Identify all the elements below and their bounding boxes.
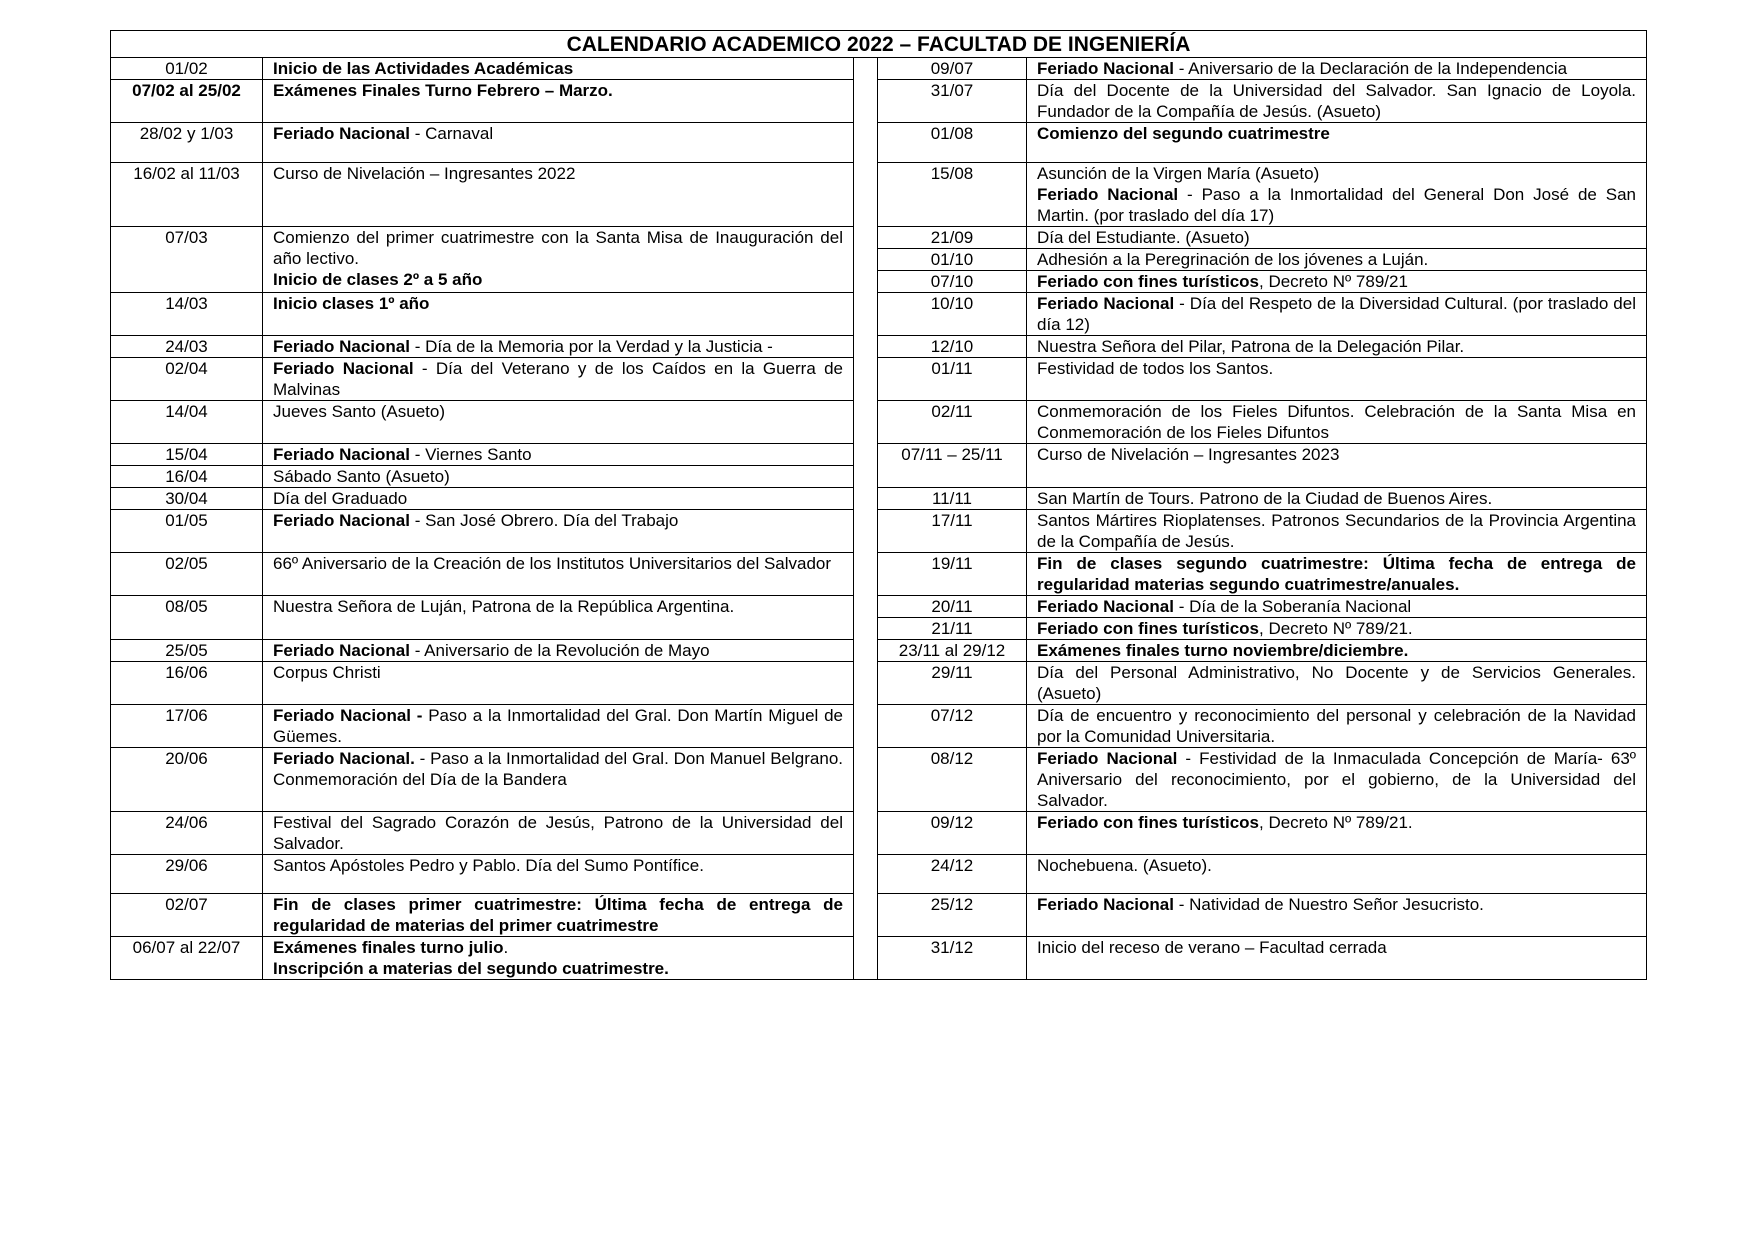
right-entry-description: [1027, 123, 1647, 163]
left-entry-description: [263, 443, 854, 465]
bold-text-segment: Feriado Nacional: [1037, 184, 1179, 204]
left-entry-description: [263, 854, 854, 894]
right-entry-date: 01/10: [878, 248, 1027, 270]
right-entry-date: 31/07: [878, 80, 1027, 123]
text-segment: San Martín de Tours. Patrono de la Ciudad de Buenos Aires.: [1037, 488, 1493, 508]
text-segment: - Paso a la Inmortalidad del Gral. Don Manuel Belgrano. Conmemoración del Día de la Bandera: [273, 748, 843, 789]
text-segment: Nochebuena. (Asueto).: [1037, 855, 1212, 875]
text-segment: Santos Mártires Rioplatenses. Patronos Secundarios de la Provincia Argentina de la Compañía de Jesús.: [1037, 510, 1636, 551]
right-entry-date: 09/07: [878, 58, 1027, 80]
bold-text-segment: Exámenes finales turno julio: [273, 938, 504, 958]
bold-text-segment: Fin de clases segundo cuatrimestre: Última fecha de entrega de regularidad materias segundo cuatrimestre/anuales.: [1037, 553, 1636, 594]
table-row: [111, 509, 1647, 531]
table-row: [111, 854, 1647, 874]
left-entry-description: [263, 58, 854, 80]
left-entry-date: 07/03: [111, 226, 263, 292]
bold-text-segment: Feriado Nacional: [273, 124, 410, 143]
text-segment: - Viernes Santo: [409, 444, 532, 464]
bold-text-segment: Feriado con fines turísticos: [1037, 271, 1259, 291]
left-entry-description: [263, 894, 854, 937]
left-entry-description: [263, 80, 854, 123]
left-entry-date: 16/04: [111, 465, 263, 487]
right-entry-description: [1027, 639, 1647, 661]
left-entry-description: [263, 400, 854, 443]
right-entry-date: 31/12: [878, 937, 1027, 980]
table-row: [111, 595, 1647, 617]
table-row: [111, 661, 1647, 683]
text-segment: , Decreto Nº 789/21.: [1259, 618, 1413, 638]
table-row: [111, 639, 1647, 661]
bold-text-segment: Feriado Nacional: [273, 640, 410, 660]
left-entry-date: 16/06: [111, 661, 263, 704]
text-segment: - Aniversario de la Revolución de Mayo: [409, 640, 710, 660]
left-entry-description: [263, 162, 854, 226]
left-entry-description: [263, 357, 854, 400]
bold-text-segment: Feriado con fines turísticos: [1037, 812, 1259, 832]
bold-text-segment: Feriado Nacional -: [273, 705, 423, 725]
right-entry-description: [1027, 811, 1647, 854]
left-entry-date: 30/04: [111, 487, 263, 509]
left-entry-description: [263, 487, 854, 509]
bold-text-segment: Inicio clases 1º año: [273, 293, 430, 313]
left-entry-description: [263, 704, 854, 747]
text-segment: Día del Estudiante. (Asueto): [1037, 227, 1250, 247]
text-segment: Corpus Christi: [273, 662, 381, 682]
bold-text-segment: Fin de clases primer cuatrimestre: Última fecha de entrega de regularidad de materias del primer cuatrimestre: [273, 895, 843, 936]
left-entry-description: [263, 661, 854, 704]
left-entry-date: 02/07: [111, 894, 263, 937]
text-segment: Comienzo del primer cuatrimestre con la Santa Misa de Inauguración del año lectivo.: [273, 227, 843, 268]
text-segment: Curso de Nivelación – Ingresantes 2022: [273, 163, 576, 183]
bold-text-segment: Feriado Nacional: [273, 510, 410, 530]
left-entry-description: [263, 937, 854, 980]
right-entry-description: [1027, 226, 1647, 248]
left-entry-description: [263, 747, 854, 811]
right-entry-date: 11/11: [878, 487, 1027, 509]
left-entry-date: 07/02 al 25/02: [111, 80, 263, 123]
right-entry-date: 23/11 al 29/12: [878, 639, 1027, 661]
text-segment: - Aniversario de la Declaración de la Independencia: [1173, 59, 1568, 78]
text-segment: - Natividad de Nuestro Señor Jesucristo.: [1173, 895, 1484, 915]
bold-text-segment: Exámenes finales turno noviembre/diciembre.: [1037, 640, 1409, 660]
bold-text-segment: Feriado Nacional: [273, 358, 414, 378]
text-segment: - Día del Veterano y de los Caídos en la Guerra de Malvinas: [273, 358, 843, 399]
right-entry-description: [1027, 270, 1647, 292]
right-entry-description: [1027, 552, 1647, 595]
text-segment: Sábado Santo (Asueto): [273, 466, 450, 486]
left-entry-date: 28/02 y 1/03: [111, 123, 263, 163]
right-entry-description: [1027, 80, 1647, 123]
right-entry-date: 08/12: [878, 747, 1027, 811]
table-row: [111, 162, 1647, 183]
right-entry-date: 21/11: [878, 617, 1027, 639]
text-segment: Festival del Sagrado Corazón de Jesús, Patrono de la Universidad del Salvador.: [273, 812, 843, 853]
right-entry-date: 12/10: [878, 335, 1027, 357]
text-segment: Adhesión a la Peregrinación de los jóvenes a Luján.: [1037, 249, 1429, 269]
left-entry-date: 16/02 al 11/03: [111, 162, 263, 226]
left-entry-description: [263, 552, 854, 595]
table-row: [111, 80, 1647, 102]
left-entry-description: [263, 226, 854, 292]
left-entry-date: 29/06: [111, 854, 263, 894]
right-entry-description: [1027, 443, 1647, 487]
right-entry-date: 07/10: [878, 270, 1027, 292]
text-segment: Nuestra Señora del Pilar, Patrona de la Delegación Pilar.: [1037, 336, 1465, 356]
bold-text-segment: Feriado Nacional: [1037, 59, 1174, 78]
text-segment: - Paso a la Inmortalidad del General Don José de San Martin. (por traslado del día 17): [1037, 184, 1636, 225]
text-segment: Día del Graduado: [273, 488, 408, 508]
right-entry-date: 19/11: [878, 552, 1027, 595]
left-entry-date: 08/05: [111, 595, 263, 639]
bold-text-segment: Feriado Nacional: [273, 444, 410, 464]
text-segment: - Festividad de la Inmaculada Concepción de María- 63º Aniversario del reconocimiento, por el gobierno, de la Universidad del Salvador.: [1037, 748, 1636, 810]
table-row: [111, 335, 1647, 357]
left-entry-date: 25/05: [111, 639, 263, 661]
right-entry-description: [1027, 509, 1647, 552]
left-entry-description: [263, 509, 854, 552]
text-segment: Festividad de todos los Santos.: [1037, 358, 1274, 378]
table-row: [111, 704, 1647, 726]
left-entry-date: 02/05: [111, 552, 263, 595]
right-entry-description: [1027, 357, 1647, 400]
right-entry-description: [1027, 162, 1647, 226]
table-row: [111, 811, 1647, 833]
page-title: CALENDARIO ACADEMICO 2022 – FACULTAD DE INGENIERÍA: [111, 31, 1647, 58]
table-row: [111, 292, 1647, 314]
right-entry-description: [1027, 595, 1647, 617]
table-row: [111, 894, 1647, 916]
text-segment: 66º Aniversario de la Creación de los Institutos Universitarios del Salvador: [273, 553, 832, 573]
text-segment: Día de encuentro y reconocimiento del personal y celebración de la Navidad por la Comunidad Universitaria.: [1037, 705, 1636, 746]
bold-text-segment: Feriado Nacional: [1037, 748, 1178, 768]
bold-text-segment: Feriado Nacional.: [273, 748, 415, 768]
left-entry-date: 24/06: [111, 811, 263, 854]
right-entry-description: [1027, 248, 1647, 270]
table-row: [111, 487, 1647, 509]
table-row: [111, 937, 1647, 959]
table-row: [111, 400, 1647, 422]
left-entry-date: 15/04: [111, 443, 263, 465]
bold-text-segment: Exámenes Finales Turno Febrero – Marzo.: [273, 81, 613, 100]
bold-text-segment: Feriado Nacional: [1037, 895, 1174, 915]
bold-text-segment: Feriado Nacional: [1037, 293, 1175, 313]
right-entry-date: 10/10: [878, 292, 1027, 335]
academic-calendar-table: [110, 30, 1647, 980]
right-entry-date: 29/11: [878, 661, 1027, 704]
text-segment: Inicio del receso de verano – Facultad cerrada: [1037, 938, 1387, 958]
text-segment: , Decreto Nº 789/21: [1259, 271, 1408, 291]
left-entry-date: 20/06: [111, 747, 263, 811]
title-row: [111, 31, 1647, 58]
left-entry-description: [263, 811, 854, 854]
table-row: [111, 58, 1647, 80]
table-row: [111, 357, 1647, 379]
left-entry-date: 02/04: [111, 357, 263, 400]
right-entry-description: [1027, 400, 1647, 443]
left-entry-date: 06/07 al 22/07: [111, 937, 263, 980]
left-entry-date: 17/06: [111, 704, 263, 747]
left-entry-date: 01/05: [111, 509, 263, 552]
right-entry-date: 09/12: [878, 811, 1027, 854]
right-entry-description: [1027, 704, 1647, 747]
left-entry-description: [263, 123, 854, 163]
left-entry-description: [263, 335, 854, 357]
right-entry-description: [1027, 58, 1647, 80]
left-entry-description: [263, 292, 854, 335]
left-entry-description: [263, 639, 854, 661]
text-segment: Conmemoración de los Fieles Difuntos. Celebración de la Santa Misa en Conmemoración de los Fieles Difuntos: [1037, 401, 1636, 442]
right-entry-date: 07/12: [878, 704, 1027, 747]
right-entry-date: 21/09: [878, 226, 1027, 248]
text-segment: Paso a la Inmortalidad del Gral. Don Martín Miguel de Güemes.: [273, 705, 843, 746]
text-segment: - Carnaval: [409, 124, 494, 143]
left-entry-date: 24/03: [111, 335, 263, 357]
bold-text-segment: Inicio de clases 2º a 5 año: [273, 269, 483, 289]
right-entry-date: 24/12: [878, 854, 1027, 894]
table-row: [111, 226, 1647, 248]
left-entry-date: 14/04: [111, 400, 263, 443]
bold-text-segment: Inicio de las Actividades Académicas: [273, 59, 574, 78]
bold-text-segment: Comienzo del segundo cuatrimestre: [1037, 124, 1330, 143]
right-entry-date: 02/11: [878, 400, 1027, 443]
text-segment: - Día de la Memoria por la Verdad y la Justicia -: [409, 336, 773, 356]
column-separator: [854, 58, 878, 980]
text-segment: - Día de la Soberanía Nacional: [1173, 596, 1412, 616]
right-entry-description: [1027, 617, 1647, 639]
text-segment: - Día del Respeto de la Diversidad Cultural. (por traslado del día 12): [1037, 293, 1636, 334]
text-segment: - San José Obrero. Día del Trabajo: [409, 510, 679, 530]
right-entry-date: 17/11: [878, 509, 1027, 552]
text-segment: Curso de Nivelación – Ingresantes 2023: [1037, 444, 1340, 464]
right-entry-description: [1027, 747, 1647, 811]
right-entry-date: 20/11: [878, 595, 1027, 617]
right-entry-description: [1027, 661, 1647, 704]
bold-text-segment: Inscripción a materias del segundo cuatrimestre.: [273, 959, 669, 979]
bold-text-segment: Feriado Nacional: [1037, 596, 1174, 616]
table-row: [111, 747, 1647, 768]
left-entry-description: [263, 595, 854, 639]
text-segment: Día del Docente de la Universidad del Salvador. San Ignacio de Loyola. Fundador de la Compañía de Jesús. (Asueto): [1037, 81, 1636, 121]
right-entry-date: 15/08: [878, 162, 1027, 226]
right-entry-date: 01/08: [878, 123, 1027, 163]
right-entry-description: [1027, 854, 1647, 894]
right-entry-description: [1027, 335, 1647, 357]
right-entry-date: 25/12: [878, 894, 1027, 937]
text-segment: Santos Apóstoles Pedro y Pablo. Día del Sumo Pontífice.: [273, 855, 704, 875]
bold-text-segment: Feriado Nacional: [273, 336, 410, 356]
left-entry-date: 01/02: [111, 58, 263, 80]
table-row: [111, 552, 1647, 574]
table-row: [111, 123, 1647, 143]
text-segment: .: [503, 938, 509, 958]
text-segment: Asunción de la Virgen María (Asueto): [1037, 163, 1320, 183]
left-entry-date: 14/03: [111, 292, 263, 335]
text-segment: Día del Personal Administrativo, No Docente y de Servicios Generales. (Asueto): [1037, 662, 1636, 703]
right-entry-date: 07/11 – 25/11: [878, 443, 1027, 487]
right-entry-description: [1027, 937, 1647, 980]
text-segment: Nuestra Señora de Luján, Patrona de la República Argentina.: [273, 596, 735, 616]
bold-text-segment: Feriado con fines turísticos: [1037, 618, 1259, 638]
left-entry-description: [263, 465, 854, 487]
right-entry-description: [1027, 487, 1647, 509]
right-entry-date: 01/11: [878, 357, 1027, 400]
right-entry-description: [1027, 894, 1647, 937]
table-row: [111, 443, 1647, 465]
right-entry-description: [1027, 292, 1647, 335]
text-segment: , Decreto Nº 789/21.: [1259, 812, 1413, 832]
text-segment: Jueves Santo (Asueto): [273, 401, 445, 421]
